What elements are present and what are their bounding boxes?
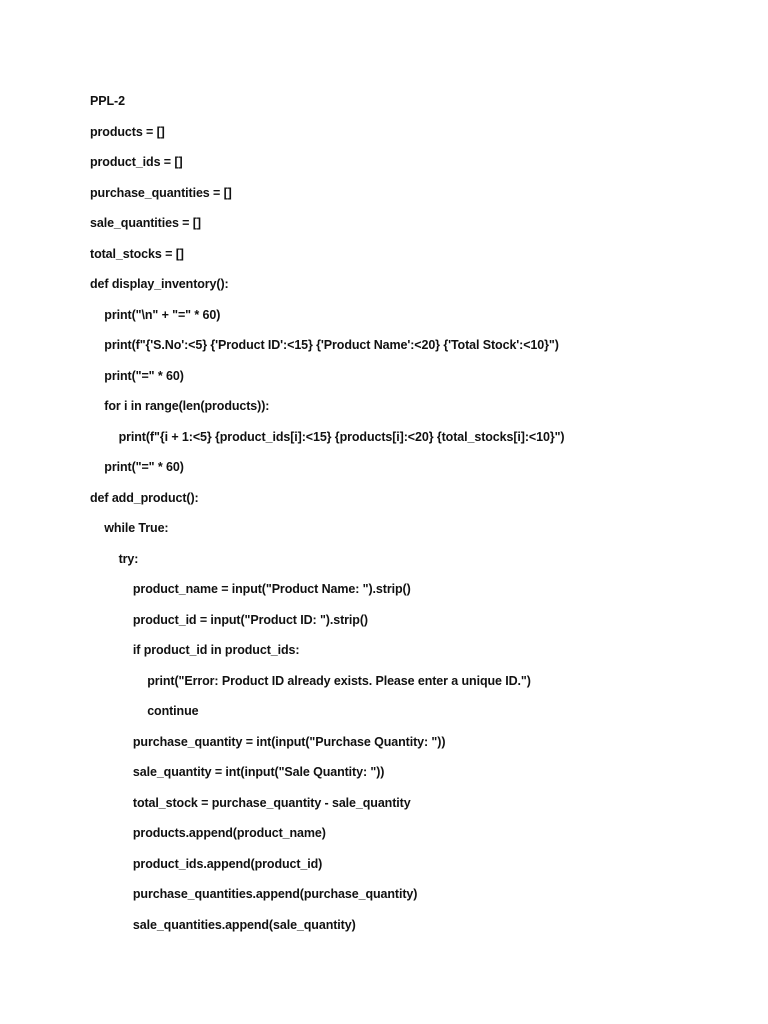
code-line: purchase_quantities = []	[90, 185, 232, 200]
code-line: def add_product():	[90, 490, 199, 505]
code-line: product_name = input("Product Name: ").strip()	[132, 582, 411, 596]
code-line: products = []	[90, 124, 165, 139]
code-line: total_stock = purchase_quantity - sale_quantity	[132, 795, 411, 810]
code-line: sale_quantity = int(input("Sale Quantity: "))	[132, 765, 385, 779]
code-line: print("=" * 60)	[104, 460, 184, 474]
code-line: purchase_quantities.append(purchase_quantity)	[132, 887, 418, 901]
code-line: for i in range(len(products)):	[104, 399, 270, 413]
code-line: if product_id in product_ids:	[132, 643, 300, 657]
code-line: purchase_quantity = int(input("Purchase Quantity: "))	[132, 734, 446, 749]
code-line: print("\n" + "=" * 60)	[104, 307, 221, 322]
code-line: print("Error: Product ID already exists. Please enter a unique ID.")	[147, 673, 531, 688]
code-line: continue	[147, 704, 199, 718]
code-line: products.append(product_name)	[132, 826, 326, 840]
code-line: product_id = input("Product ID: ").strip()	[132, 612, 368, 627]
document-heading: PPL-2	[90, 94, 125, 108]
code-line: print(f"{'S.No':<5} {'Product ID':<15} {'Product Name':<20} {'Total Stock':<10}")	[104, 338, 559, 352]
code-line: product_ids.append(product_id)	[132, 856, 323, 871]
code-line: total_stocks = []	[90, 246, 184, 261]
code-line: product_ids = []	[90, 155, 183, 169]
code-line: sale_quantities.append(sale_quantity)	[132, 917, 356, 932]
code-line: try:	[118, 551, 139, 566]
code-line: sale_quantities = []	[90, 216, 201, 230]
code-line: def display_inventory():	[90, 277, 229, 291]
code-line: print("=" * 60)	[104, 368, 184, 383]
code-line: while True:	[104, 521, 169, 535]
code-line: print(f"{i + 1:<5} {product_ids[i]:<15} {products[i]:<20} {total_stocks[i]:<10}")	[118, 429, 565, 444]
